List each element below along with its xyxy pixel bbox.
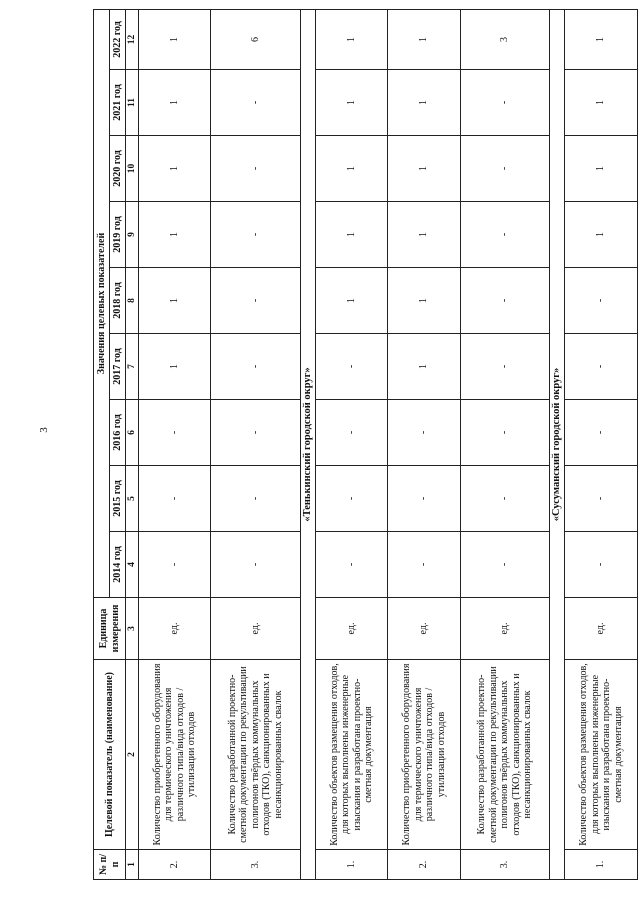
value-cell: 3	[460, 9, 550, 69]
value-cell: -	[211, 268, 301, 334]
row-number: 2.	[388, 850, 460, 880]
value-cell: -	[315, 532, 387, 598]
section-title: «Тенькинский городской округ»	[300, 9, 315, 879]
header-year: 2018 год	[110, 268, 126, 334]
value-cell: 1	[139, 9, 211, 69]
section-row	[550, 9, 565, 879]
value-cell: -	[315, 466, 387, 532]
value-cell: 6	[211, 9, 301, 69]
column-index: 5	[126, 466, 139, 532]
value-cell: 1	[315, 9, 387, 69]
value-cell: 1	[315, 136, 387, 202]
column-index: 12	[126, 9, 139, 69]
value-cell: -	[460, 268, 550, 334]
column-index: 3	[126, 598, 139, 660]
table-row	[388, 9, 460, 879]
unit-cell: ед.	[565, 598, 638, 660]
header-year: 2022 год	[110, 9, 126, 69]
value-cell: -	[211, 532, 301, 598]
value-cell: -	[211, 334, 301, 400]
unit-cell: ед.	[315, 598, 387, 660]
unit-cell: ед.	[460, 598, 550, 660]
value-cell: 1	[565, 202, 638, 268]
table-body	[139, 9, 638, 879]
column-index: 6	[126, 400, 139, 466]
row-number: 1.	[315, 850, 387, 880]
row-number: 3.	[211, 850, 301, 880]
column-index: 9	[126, 202, 139, 268]
column-index: 7	[126, 334, 139, 400]
row-number: 3.	[460, 850, 550, 880]
value-cell: -	[211, 202, 301, 268]
table-row	[460, 9, 550, 879]
header-values-group: Значения целевых показателей	[94, 9, 110, 597]
header-num: № п/п	[94, 850, 126, 880]
header-year: 2017 год	[110, 334, 126, 400]
value-cell: -	[460, 532, 550, 598]
value-cell: 1	[315, 70, 387, 136]
value-cell: 1	[388, 202, 460, 268]
value-cell: -	[460, 70, 550, 136]
indicator-name: Количество разработанной проектно-сметной документации по рекультивации полигонов твёрдых коммунальных отходов (ТКО), санкционированных и несанкционированных свалок	[211, 660, 301, 850]
value-cell: -	[565, 532, 638, 598]
value-cell: 1	[139, 136, 211, 202]
value-cell: -	[315, 400, 387, 466]
rotated-table-container	[93, 10, 638, 880]
indicator-name: Количество приобретенного оборудования для термического уничтожения различного типа/вида отходов /утилизации отходов	[388, 660, 460, 850]
indicator-name: Количество разработанной проектно-сметной документации по рекультивации полигонов твёрдых коммунальных отходов (ТКО), санкционированных и несанкционированных свалок	[460, 660, 550, 850]
value-cell: -	[211, 400, 301, 466]
value-cell: 1	[139, 334, 211, 400]
column-index: 1	[126, 850, 139, 880]
column-index: 11	[126, 70, 139, 136]
column-index: 4	[126, 532, 139, 598]
indicator-name: Количество объектов размещения отходов, для которых выполнены инженерные изыскания и разработана проектно-сметная документация	[315, 660, 387, 850]
header-year: 2015 год	[110, 466, 126, 532]
value-cell: 1	[565, 70, 638, 136]
indicator-name: Количество объектов размещения отходов, для которых выполнены инженерные изыскания и разработана проектно-сметная документация	[565, 660, 638, 850]
value-cell: -	[388, 466, 460, 532]
indicator-name: Количество приобретенного оборудования для термического уничтожения различного типа/вида отходов /утилизации отходов	[139, 660, 211, 850]
section-title: «Сусуманский городской округ»	[550, 9, 565, 879]
value-cell: -	[565, 400, 638, 466]
column-index: 10	[126, 136, 139, 202]
value-cell: 1	[139, 268, 211, 334]
unit-cell: ед.	[211, 598, 301, 660]
value-cell: 1	[315, 202, 387, 268]
value-cell: -	[211, 466, 301, 532]
value-cell: -	[565, 268, 638, 334]
header-year: 2014 год	[110, 532, 126, 598]
value-cell: 1	[388, 136, 460, 202]
table-row	[565, 9, 638, 879]
column-index: 8	[126, 268, 139, 334]
row-number: 1.	[565, 850, 638, 880]
value-cell: 1	[565, 136, 638, 202]
value-cell: -	[460, 136, 550, 202]
table-row	[139, 9, 211, 879]
value-cell: -	[211, 70, 301, 136]
table-row	[211, 9, 301, 879]
table-row	[315, 9, 387, 879]
header-year: 2019 год	[110, 202, 126, 268]
header-year: 2021 год	[110, 70, 126, 136]
value-cell: -	[211, 136, 301, 202]
column-index: 2	[126, 660, 139, 850]
indicators-table	[93, 9, 638, 880]
unit-cell: ед.	[388, 598, 460, 660]
value-cell: -	[565, 466, 638, 532]
value-cell: -	[315, 334, 387, 400]
value-cell: 1	[139, 70, 211, 136]
value-cell: -	[139, 466, 211, 532]
value-cell: 1	[388, 9, 460, 69]
section-row	[300, 9, 315, 879]
value-cell: -	[565, 334, 638, 400]
header-column-index-row	[126, 9, 139, 879]
value-cell: -	[388, 400, 460, 466]
value-cell: -	[460, 334, 550, 400]
page-number: 3	[37, 427, 50, 433]
value-cell: -	[388, 532, 460, 598]
header-year: 2016 год	[110, 400, 126, 466]
unit-cell: ед.	[139, 598, 211, 660]
value-cell: 1	[565, 9, 638, 69]
value-cell: -	[460, 202, 550, 268]
value-cell: -	[139, 400, 211, 466]
header-indicator: Целевой показатель (наименование)	[94, 660, 126, 850]
value-cell: 1	[388, 334, 460, 400]
header-year: 2020 год	[110, 136, 126, 202]
value-cell: 1	[315, 268, 387, 334]
value-cell: 1	[139, 202, 211, 268]
row-number: 2.	[139, 850, 211, 880]
value-cell: -	[460, 466, 550, 532]
value-cell: -	[460, 400, 550, 466]
value-cell: -	[139, 532, 211, 598]
value-cell: 1	[388, 268, 460, 334]
value-cell: 1	[388, 70, 460, 136]
header-unit: Единица измерения	[94, 598, 126, 660]
